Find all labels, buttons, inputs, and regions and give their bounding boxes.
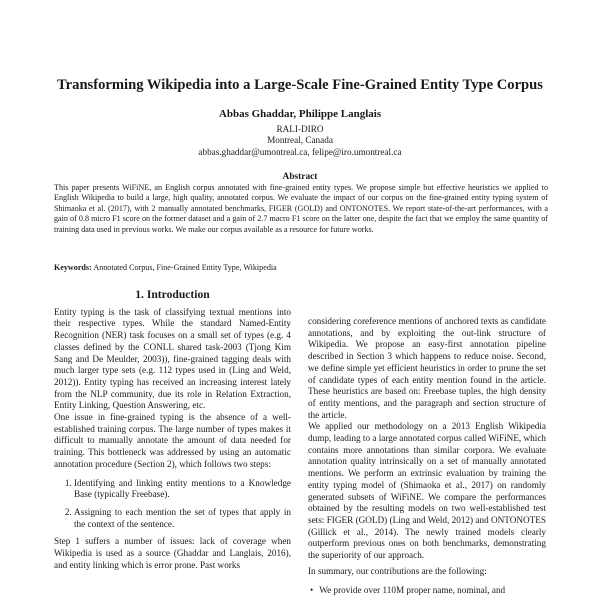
right-column bbox=[308, 316, 546, 597]
affiliation-emails: abbas.ghaddar@umontreal.ca, felipe@iro.umontreal.ca bbox=[198, 147, 402, 157]
abstract-heading: Abstract bbox=[282, 172, 318, 182]
intro-paragraph: We applied our methodology on a 2013 English Wikipedia dump, leading to a large annotated corpus called WiFiNE, which contains more annotations than similar corpora. We evaluate annotation quality intrinsically on a set of manually annotated mentions. We perform an extrinsic evaluation by training the entity typing model of (Shimaoka et al., 2017) on randomly generated subsets of WiFiNE. We compare the performances obtained by the resulting models on two well-established test sets: FIGER (GOLD) (Ling and Weld, 2012) and ONTONOTES (Gillick et al., 2014). The newly trained models clearly outperform previous ones on both benchmarks, demonstrating the superiority of our approach. bbox=[308, 421, 546, 561]
intro-paragraph: Step 1 suffers a number of issues: lack of coverage when Wikipedia is used as a source (Ghaddar and Langlais, 2016), and entity linking which is error prone. Past works bbox=[54, 536, 291, 570]
list-item: • We provide over 110M proper name, nominal, and bbox=[322, 585, 546, 597]
list-item: 1. Identifying and linking entity mentions to a Knowledge Base (typically Freebase). bbox=[74, 478, 291, 501]
authors: Abbas Ghaddar, Philippe Langlais bbox=[218, 108, 382, 120]
left-column bbox=[54, 289, 291, 571]
annotation-steps-list bbox=[54, 478, 291, 531]
affiliation-location: Montreal, Canada bbox=[267, 135, 333, 145]
affiliation-lab: RALI-DIRO bbox=[276, 124, 324, 134]
list-item: 2. Assigning to each mention the set of types that apply in the context of the sentence. bbox=[74, 507, 291, 530]
keywords-label: Keywords: bbox=[54, 263, 92, 272]
keywords-text: Annotated Corpus, Fine-Grained Entity Type, Wikipedia bbox=[93, 263, 277, 272]
contributions-list bbox=[308, 585, 546, 597]
intro-paragraph: In summary, our contributions are the following: bbox=[308, 565, 487, 576]
paper-title: Transforming Wikipedia into a Large-Scale Fine-Grained Entity Type Corpus bbox=[57, 77, 543, 93]
intro-paragraph: Entity typing is the task of classifying textual mentions into their respective types. While the standard Named-Entity Recognition (NER) task focuses on a small set of types (e.g. 4 classes defined by the CONLL shared task-2003 (Tjong Kim Sang and De Meulder, 2003)), fine-grained tagging deals with much larger type sets (e.g. 112 types used in (Ling and Weld, 2012)). Entity typing has received an increasing interest lately from the NLP community, due its role in Relation Extraction, Entity Linking, Question Answering, etc. bbox=[54, 306, 291, 411]
keywords bbox=[54, 263, 548, 273]
abstract-text: This paper presents WiFiNE, an English corpus annotated with fine-grained entity types. We propose simple but effective heuristics we applied to English Wikipedia to build a large, high quality, annotated corpus. We evaluate the impact of our corpus on the fine-grained entity typing system of Shimaoka et al. (2017), with 2 manually annotated benchmarks, FIGER (GOLD) and ONTONOTES. We report state-of-the-art performances, with a gain of 0.8 micro F1 score on the former dataset and a gain of 2.7 macro F1 score on the latter one, despite the fact that we employ the same quantity of training data used in previous works. We make our corpus available as a resource for future works. bbox=[54, 183, 548, 234]
intro-paragraph: considering coreference mentions of anchored texts as candidate annotations, and by exploiting the out-link structure of Wikipedia. We propose an easy-first annotation pipeline described in Section 3 which happens to reduce noise. Second, we define simple yet efficient heuristics in order to prune the set of candidate types of each entity mention found in the article. These heuristics are based on: Freebase tuples, the high density of entity mentions, and the paragraph and section structure of the article. bbox=[308, 316, 546, 420]
section-heading-introduction: 1. Introduction bbox=[135, 288, 210, 301]
intro-paragraph: One issue in fine-grained typing is the absence of a well-established training corpus. The large number of types makes it difficult to manually annotate the amount of data needed for training. This bottleneck was addressed by using an automatic annotation procedure (Section 2), which follows two steps: bbox=[54, 412, 291, 469]
